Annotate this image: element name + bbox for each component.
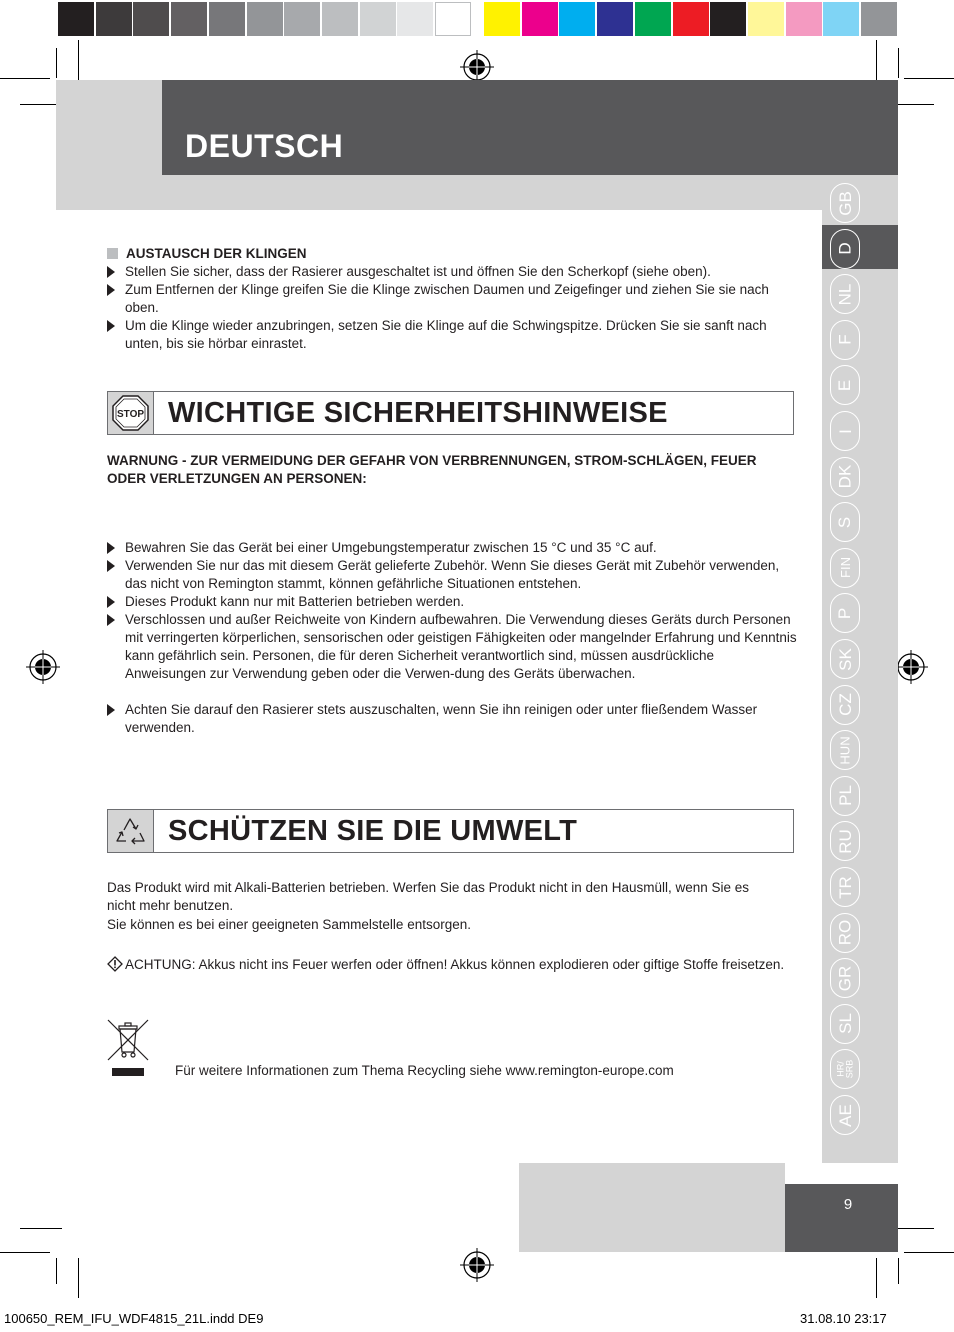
page-title: DEUTSCH xyxy=(185,128,344,164)
color-swatch xyxy=(823,2,859,36)
color-swatch xyxy=(861,2,897,36)
language-item-ru[interactable]: RU xyxy=(830,821,860,861)
language-item-sk[interactable]: SK xyxy=(830,639,860,679)
crop-mark xyxy=(0,1252,50,1253)
environment-paragraph: Das Produkt wird mit Alkali-Batterien betrieben. Werfen Sie das Produkt nicht in den Hausmüll, wenn Sie es nicht mehr benutzen. xyxy=(107,880,750,913)
section-icon-box xyxy=(108,392,154,434)
crop-mark xyxy=(892,104,934,105)
arrow-bullet-icon xyxy=(107,614,115,626)
color-swatch xyxy=(171,2,207,36)
language-item-s[interactable]: S xyxy=(830,502,860,542)
crop-mark xyxy=(0,78,50,79)
svg-text:STOP: STOP xyxy=(116,409,145,420)
crop-mark xyxy=(898,1258,899,1284)
color-swatch xyxy=(710,2,746,36)
arrow-bullet-icon xyxy=(107,284,115,296)
language-item-tr[interactable]: TR xyxy=(830,867,860,907)
date-slug: 31.08.10 23:17 xyxy=(800,1311,887,1326)
color-swatch xyxy=(247,2,283,36)
color-swatch xyxy=(484,2,520,36)
color-swatch xyxy=(360,2,396,36)
list-item: Achten Sie darauf den Rasierer stets auszuschalten, wenn Sie ihn reinigen oder unter fließendem Wasser verwenden. xyxy=(107,701,797,737)
color-swatch xyxy=(559,2,595,36)
language-item-cz[interactable]: CZ xyxy=(830,685,860,725)
language-item-hun[interactable]: HUN xyxy=(830,730,860,770)
crop-mark xyxy=(876,1258,877,1298)
color-swatch xyxy=(284,2,320,36)
registration-mark-icon xyxy=(26,650,60,684)
registration-mark-icon xyxy=(894,650,928,684)
crop-mark xyxy=(876,40,877,80)
arrow-bullet-icon xyxy=(107,320,115,332)
registration-mark-icon xyxy=(460,50,494,84)
list-item: Stellen Sie sicher, dass der Rasierer ausgeschaltet ist und öffnen Sie den Scherkopf (siehe oben). xyxy=(107,263,797,281)
crop-mark xyxy=(78,1258,79,1298)
crop-mark xyxy=(904,1252,954,1253)
language-item-nl[interactable]: NL xyxy=(830,274,860,314)
crop-mark xyxy=(78,40,79,80)
crop-mark xyxy=(56,48,57,78)
language-item-pl[interactable]: PL xyxy=(830,776,860,816)
list-item: Verschlossen und außer Reichweite von Kindern aufbewahren. Die Verwendung dieses Geräts durch Personen mit verringerten körperlichen, sensorischen oder geistigen Fähigkeiten oder mangelnder Erfahrung und Kenntnis kann gefährlich sein. Personen, die für deren Sicherheit verantwortlich sind, müssen ausdrückliche Anweisungen zur Verwendung geben oder die Verwen-dung des Geräts überwachen. xyxy=(107,611,797,683)
section-icon-box xyxy=(108,810,154,852)
footer-background xyxy=(519,1163,785,1252)
color-swatch xyxy=(673,2,709,36)
crop-mark xyxy=(898,48,899,78)
language-item-gr[interactable]: GR xyxy=(830,958,860,998)
registration-mark-icon xyxy=(460,1248,494,1282)
arrow-bullet-icon xyxy=(107,542,115,554)
arrow-bullet-icon xyxy=(107,266,115,278)
color-swatch xyxy=(748,2,784,36)
safety-section-title: WICHTIGE SICHERHEITSHINWEISE xyxy=(168,397,668,429)
environment-section-title: SCHÜTZEN SIE DIE UMWELT xyxy=(168,815,578,847)
subhead-square-icon xyxy=(107,248,118,259)
language-item-e[interactable]: E xyxy=(830,365,860,405)
color-swatch xyxy=(58,2,94,36)
arrow-bullet-icon xyxy=(107,560,115,572)
header-background xyxy=(162,175,898,210)
crop-mark xyxy=(904,78,954,79)
color-swatch xyxy=(209,2,245,36)
language-item-ro[interactable]: RO xyxy=(830,913,860,953)
color-swatch xyxy=(96,2,132,36)
language-item-p[interactable]: P xyxy=(830,593,860,633)
warning-diamond-icon xyxy=(107,956,123,972)
page-number: 9 xyxy=(843,1196,853,1213)
caution-text: ACHTUNG: Akkus nicht ins Feuer werfen oder öffnen! Akkus können explodieren oder giftige Stoffe freisetzen. xyxy=(125,957,785,972)
list-item: Zum Entfernen der Klinge greifen Sie die Klinge zwischen Daumen und Zeigefinger und ziehen Sie sie nach oben. xyxy=(107,281,797,317)
file-slug: 100650_REM_IFU_WDF4815_21L.indd DE9 xyxy=(4,1311,264,1326)
color-bar xyxy=(0,0,954,40)
language-item-fin[interactable]: FIN xyxy=(830,548,860,588)
color-swatch xyxy=(435,2,471,36)
language-item-i[interactable]: I xyxy=(830,411,860,451)
color-swatch xyxy=(322,2,358,36)
warning-text: WARNUNG - ZUR VERMEIDUNG DER GEFAHR VON VERBRENNUNGEN, STROM-SCHLÄGEN, FEUER ODER VERLETZUNGEN AN PERSONEN: xyxy=(107,453,757,486)
language-item-f[interactable]: F xyxy=(830,320,860,360)
safety-section-header xyxy=(107,391,794,435)
list-item: Dieses Produkt kann nur mit Batterien betrieben werden. xyxy=(107,593,797,611)
language-item-sl[interactable]: SL xyxy=(830,1004,860,1044)
recycle-icon xyxy=(108,810,153,852)
language-item-ae[interactable]: AE xyxy=(830,1095,860,1135)
page-number-box xyxy=(785,1184,898,1252)
color-swatch xyxy=(133,2,169,36)
crop-mark xyxy=(892,1228,934,1229)
arrow-bullet-icon xyxy=(107,704,115,716)
environment-section-header xyxy=(107,809,794,853)
crop-mark xyxy=(20,1228,62,1229)
header-background xyxy=(56,80,162,210)
crop-mark xyxy=(56,1258,57,1284)
color-swatch xyxy=(397,2,433,36)
stop-sign-icon xyxy=(108,392,153,434)
list-item: Bewahren Sie das Gerät bei einer Umgebungstemperatur zwischen 15 °C und 35 °C auf. xyxy=(107,539,797,557)
color-swatch xyxy=(635,2,671,36)
language-item-d[interactable]: D xyxy=(830,229,860,269)
color-swatch xyxy=(522,2,558,36)
list-item: Um die Klinge wieder anzubringen, setzen Sie die Klinge auf die Schwingspitze. Drücken Sie sie sanft nach unten, bis sie hörbar einrastet. xyxy=(107,317,797,353)
color-swatch xyxy=(597,2,633,36)
weee-crossed-bin-icon xyxy=(106,1018,150,1080)
language-item-dk[interactable]: DK xyxy=(830,457,860,497)
list-item: Verwenden Sie nur das mit diesem Gerät gelieferte Zubehör. Wenn Sie dieses Gerät mit Zubehör verwenden, das nicht von Remington stammt, können gefährliche Situationen entstehen. xyxy=(107,557,797,593)
language-item-gb[interactable]: GB xyxy=(830,183,860,223)
arrow-bullet-icon xyxy=(107,596,115,608)
blade-section-heading: AUSTAUSCH DER KLINGEN xyxy=(126,246,307,261)
environment-paragraph: Sie können es bei einer geeigneten Sammelstelle entsorgen. xyxy=(107,917,471,932)
recycling-info-text: Für weitere Informationen zum Thema Recycling siehe www.remington-europe.com xyxy=(175,1063,674,1078)
language-item-hr-srb[interactable]: HR/ SRB xyxy=(830,1049,860,1089)
color-swatch xyxy=(786,2,822,36)
